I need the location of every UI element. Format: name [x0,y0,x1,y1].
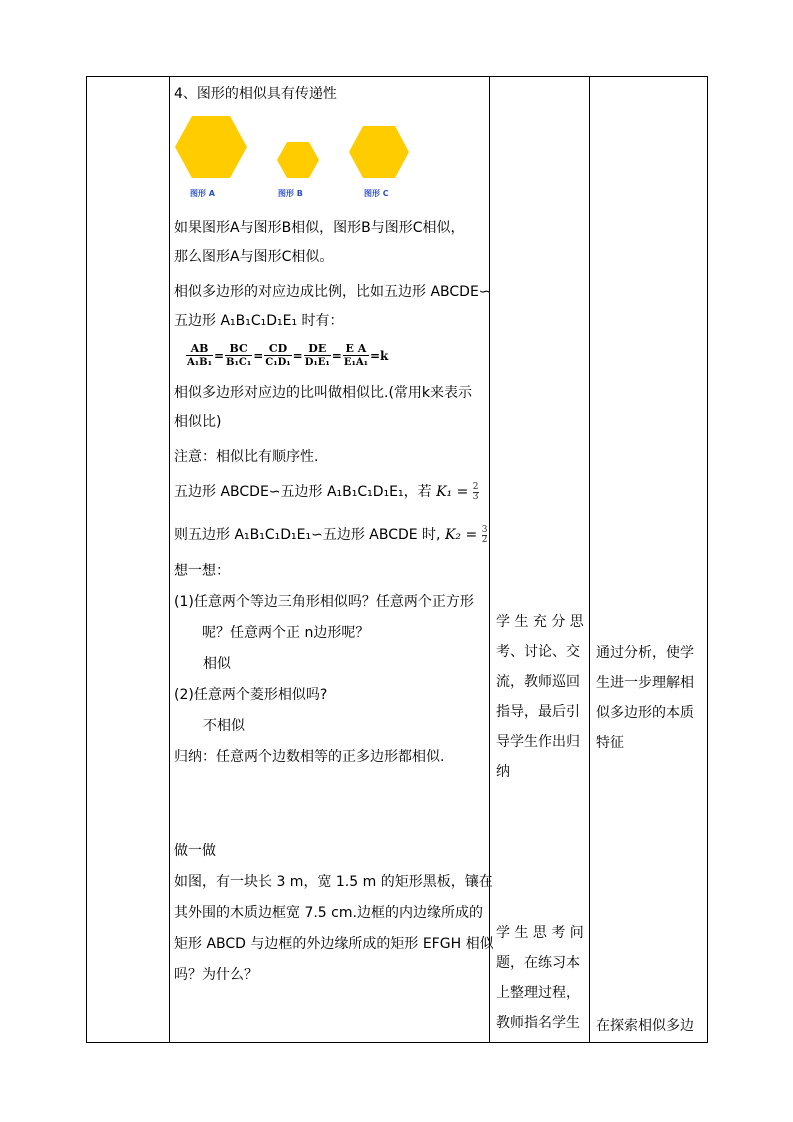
figure-b-label: 图形 B [278,189,303,198]
hexagon-figure-c [348,125,410,179]
think-title: 想一想： [174,563,230,579]
design-intent-2: 在探索相似多边 [596,1018,694,1034]
figure-c-label: 图形 C [364,189,389,198]
figure-a-label: 图形 A [190,189,215,198]
paragraph-proportion-2: 五边形 A₁B₁C₁D₁E₁ 时有： [174,313,344,329]
do-it-line-1: 如图，有一块长 3 m，宽 1.5 m 的矩形黑板，镶在 [174,874,493,890]
column-divider-2 [489,77,490,1042]
ratio-result: =k [370,348,389,363]
paragraph-similarity-ratio-2: 相似比) [174,414,222,430]
student-activity-1: 学 生 充 分 思 考、讨论、交 流，教师巡回 指导，最后引 导学生作出归 纳 [496,614,584,780]
example-k1: 五边形 ABCDE∽五边形 A₁B₁C₁D₁E₁，若 K₁ = $\frac{2}{3}$ [174,481,479,502]
summary: 归纳：任意两个边数相等的正多边形都相似. [174,749,445,765]
answer-1: 相似 [203,656,231,672]
paragraph-transitive-2: 那么图形A与图形C相似。 [174,249,334,265]
paragraph-proportion-1: 相似多边形的对应边成比例，比如五边形 ABCDE∽ [174,284,491,300]
do-it-line-4: 吗？为什么？ [174,967,258,983]
k1-fraction: $\frac{2}{3}$ [472,481,479,502]
ratio-term-4: $\frac{DE}{\text{D₁E₁}}$ [304,342,330,368]
do-it-line-2: 其外围的木质边框宽 7.5 cm.边框的内边缘所成的 [174,905,483,921]
design-intent-1: 通过分析，使学 生进一步理解相 似多边形的本质 特征 [596,645,694,751]
paragraph-similarity-ratio-1: 相似多边形对应边的比叫做相似比.(常用k来表示 [174,385,473,401]
question-1-line-1: (1)任意两个等边三角形相似吗？任意两个正方形 [174,594,474,610]
ratio-formula: $\frac{AB}{\text{A₁B₁}}$ = $\frac{BC}{\text{B₁C₁}}$ = $\frac{CD}{\text{C₁D₁}}$ = $\frac{DE}{\text{D₁E₁}}$ = $\frac{\text{E A}}{\text{E₁A₁}}$ =k [187,342,389,368]
ratio-term-3: $\frac{CD}{\text{C₁D₁}}$ [265,342,291,368]
column-divider-3 [589,77,590,1042]
ratio-term-2: $\frac{BC}{\text{B₁C₁}}$ [226,342,252,368]
note-order: 注意：相似比有顺序性. [174,449,319,465]
example-k2: 则五边形 A₁B₁C₁D₁E₁∽五边形 ABCDE 时, K₂ = $\frac{3}{2}$ [174,524,488,545]
paragraph-transitive-1: 如果图形A与图形B相似，图形B与图形C相似， [174,220,465,236]
hexagon-figure-a [174,115,248,179]
ratio-term-1: $\frac{AB}{\text{A₁B₁}}$ [187,342,212,368]
student-activity-2: 学 生 思 考 问 题，在练习本 上整理过程， 教师指名学生 [496,925,584,1031]
ratio-term-5: $\frac{\text{E A}}{\text{E₁A₁}}$ [343,342,368,368]
section-heading-4: 4、图形的相似具有传递性 [174,86,337,102]
do-it-line-3: 矩形 ABCD 与边框的外边缘所成的矩形 EFGH 相似 [174,936,494,952]
answer-2: 不相似 [203,718,245,734]
k2-fraction: $\frac{3}{2}$ [481,524,488,545]
do-it-title: 做一做 [174,843,216,859]
question-2: (2)任意两个菱形相似吗? [174,687,328,703]
hexagon-figure-b [276,141,320,179]
question-1-line-2: 呢？任意两个正 n边形呢？ [202,625,370,641]
column-divider-1 [169,77,170,1042]
